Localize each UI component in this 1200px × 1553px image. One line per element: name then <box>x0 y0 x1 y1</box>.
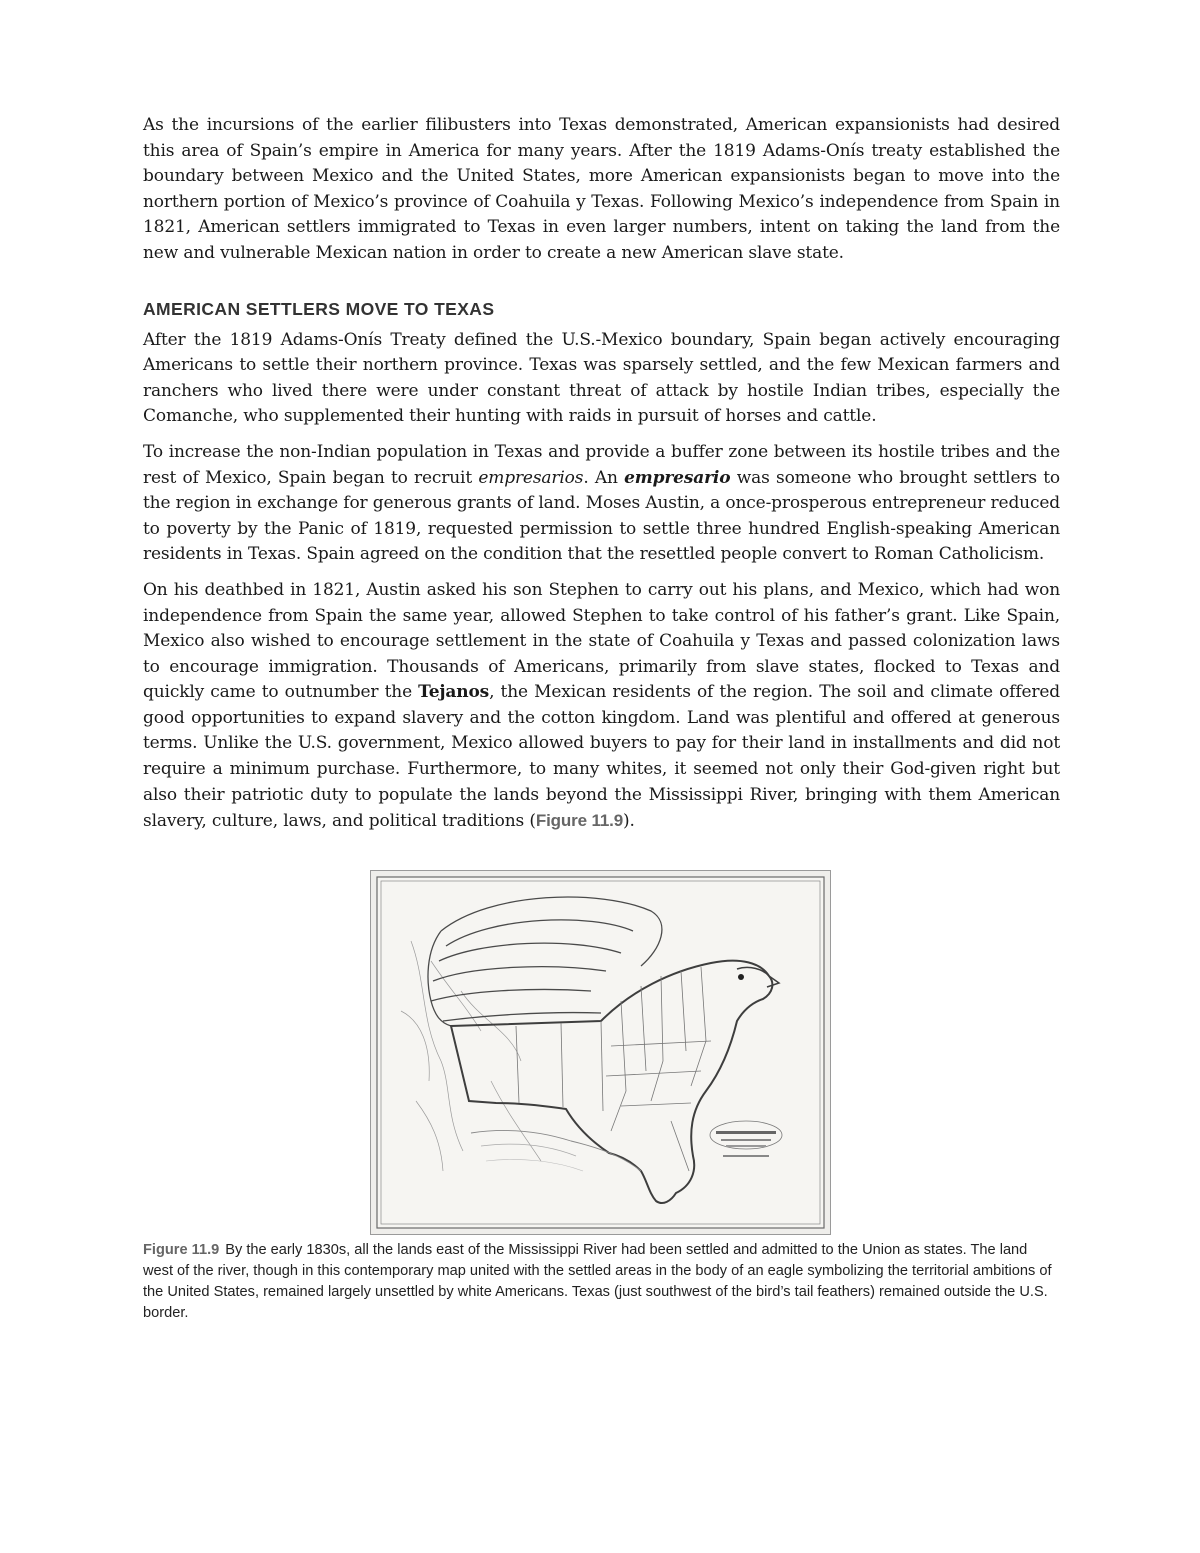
figure-reference-link[interactable]: Figure 11.9 <box>535 811 624 831</box>
term-tejanos: Tejanos <box>418 682 490 703</box>
figure-label: Figure 11.9 <box>143 1242 220 1258</box>
paragraph-text: On his deathbed in 1821, Austin asked his son Stephen to carry out his plans, and Mexico, which had won independence from Spain the same year, allowed Stephen to take control of his father’s grant. Like Spain, Mexico also wished to encourage settlement in the state of Coahuila y Texas and passed colonization laws to encourage immigration. Thousands of Americans, primarily from slave states, flocked to Texas and quickly came to outnumber the <box>143 579 1060 703</box>
paragraph-text: . An <box>583 467 625 488</box>
term-empresarios: empresarios <box>478 467 584 488</box>
figure-caption <box>143 1240 1053 1324</box>
intro-paragraph: As the incursions of the earlier filibusters into Texas demonstrated, American expansionists had desired this area of Spain’s empire in America for many years. After the 1819 Adams-Onís treaty established the boundary between Mexico and the United States, more American expansionists began to move into the northern portion of Mexico’s province of Coahuila y Texas. Following Mexico’s independence from Spain in 1821, American settlers immigrated to Texas in even larger numbers, intent on taking the land from the new and vulnerable Mexican nation in order to create a new American slave state. <box>143 115 1060 263</box>
paragraph-text: ). <box>623 811 635 832</box>
paragraph-text: was someone who brought settlers to the region in exchange for generous grants of land. Moses Austin, a once-prosperous entrepreneur reduced to poverty by the Panic of 1819, requested permission to settle three hundred English-speaking American residents in Texas. Spain agreed on the condition that the resettled people convert to Roman Catholicism. <box>143 467 1060 565</box>
section-heading: AMERICAN SETTLERS MOVE TO TEXAS <box>143 298 495 319</box>
paragraph-austin <box>143 578 1060 835</box>
paragraph-settlers: After the 1819 Adams-Onís Treaty defined the U.S.-Mexico boundary, Spain began actively encouraging Americans to settle their northern province. Texas was sparsely settled, and the few Mexican farmers and ranchers who lived there were under constant threat of attack by hostile Indian tribes, especially the Comanche, who supplemented their hunting with raids in pursuit of horses and cattle. <box>143 329 1060 427</box>
eagle-map-image <box>371 871 830 1234</box>
eagle-map-figure <box>370 870 831 1235</box>
paragraph-text: , the Mexican residents of the region. The soil and climate offered good opportunities to expand slavery and the cotton kingdom. Land was plentiful and offered at generous terms. Unlike the U.S. government, Mexico allowed buyers to pay for their land in installments and did not require a minimum purchase. Furthermore, to many whites, it seemed not only their God-given right but also their patriotic duty to populate the lands beyond the Mississippi River, bringing with them American slavery, culture, laws, and political traditions ( <box>143 682 1060 832</box>
page-body <box>143 113 1060 845</box>
term-empresario: empresario <box>624 467 731 488</box>
figure-caption-text: By the early 1830s, all the lands east of the Mississippi River had been settled and admitted to the Union as states. The land west of the river, though in this contemporary map united with the settled areas in the body of an eagle symbolizing the territorial ambitions of the United States, remained largely unsettled by white Americans. Texas (just southwest of the bird’s tail feathers) remained outside the U.S. border. <box>143 1242 1052 1321</box>
paragraph-text: To increase the non-Indian population in Texas and provide a buffer zone between its hostile tribes and the rest of Mexico, Spain began to recruit <box>143 441 1060 488</box>
paragraph-empresarios <box>143 440 1060 568</box>
